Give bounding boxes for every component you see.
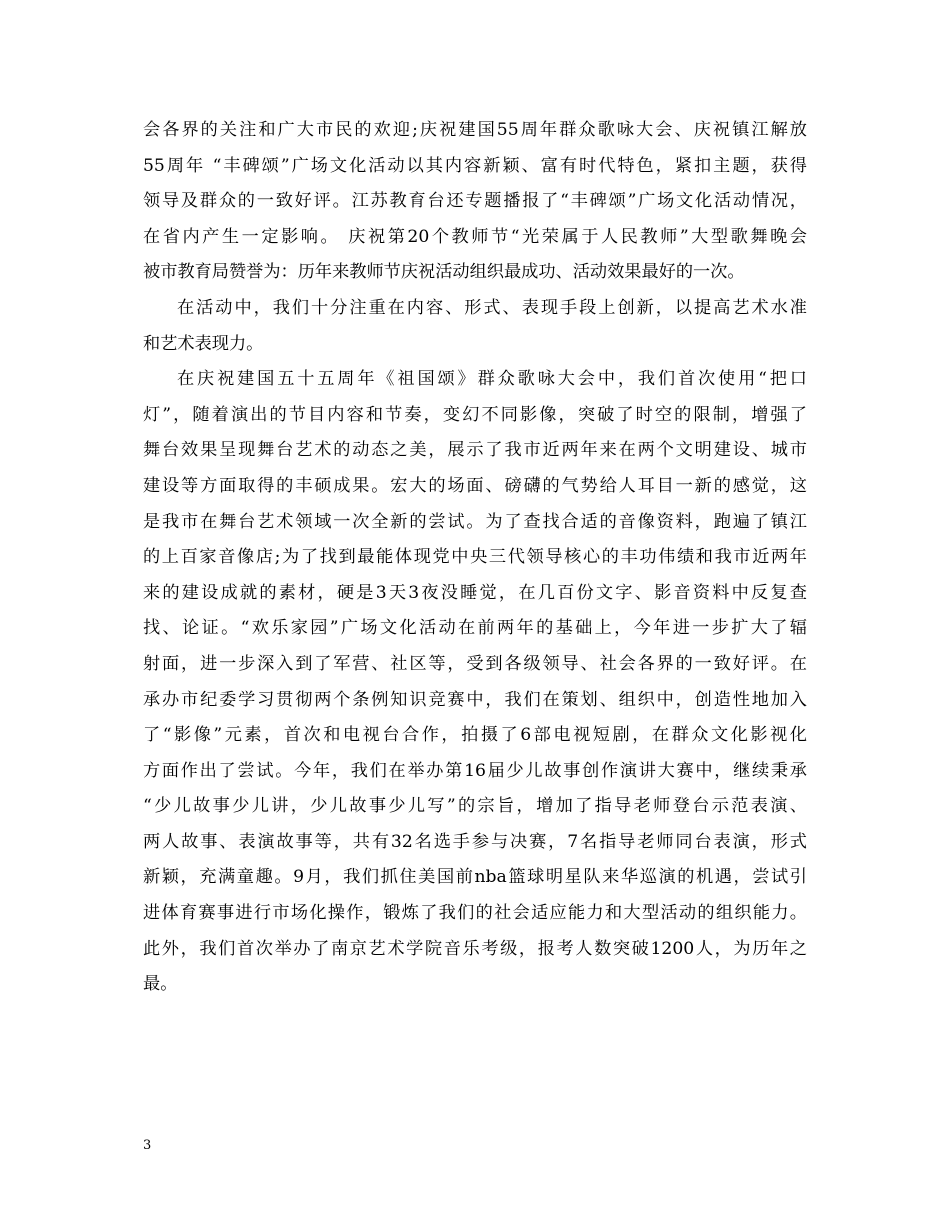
text-line: 55周年 “丰碑颂”广场文化活动以其内容新颖、富有时代特色，紧扣主题，获得 <box>143 155 807 176</box>
text-line: 会各界的关注和广大市民的欢迎;庆祝建国55周年群众歌咏大会、庆祝镇江解放 <box>143 120 807 140</box>
text-line: 射面，进一步深入到了军营、社区等，受到各级领导、社会各界的一致好评。在 <box>143 653 807 674</box>
paragraph <box>143 362 807 1003</box>
text-line: 此外，我们首次举办了南京艺术学院音乐考级，报考人数突破1200人，为历年之 <box>143 938 807 959</box>
text-line: “少儿故事少儿讲，少儿故事少儿写”的宗旨，增加了指导老师登台示范表演、 <box>143 796 807 817</box>
text-line: 是我市在舞台艺术领域一次全新的尝试。为了查找合适的音像资料，跑遍了镇江 <box>143 511 807 532</box>
text-line: 新颖，充满童趣。9月，我们抓住美国前nba篮球明星队来华巡演的机遇，尝试引 <box>143 867 807 888</box>
text-line: 方面作出了尝试。今年，我们在举办第16届少儿故事创作演讲大赛中，继续秉承 <box>143 760 807 781</box>
body-text <box>143 113 807 1003</box>
text-line: 在活动中，我们十分注重在内容、形式、表现手段上创新，以提高艺术水准 <box>177 297 807 318</box>
text-line: 在省内产生一定影响。 庆祝第20个教师节“光荣属于人民教师”大型歌舞晚会 <box>143 226 807 247</box>
text-line: 灯”，随着演出的节目内容和节奏，变幻不同影像，突破了时空的限制，增强了 <box>143 404 807 425</box>
text-line: 最。 <box>143 974 178 995</box>
text-line: 被市教育局赞誉为：历年来教师节庆祝活动组织最成功、活动效果最好的一次。 <box>143 262 745 283</box>
text-line: 的上百家音像店;为了找到最能体现党中央三代领导核心的丰功伟绩和我市近两年 <box>143 547 807 568</box>
text-line: 两人故事、表演故事等，共有32名选手参与决赛，7名指导老师同台表演，形式 <box>143 831 807 852</box>
page-number: 3 <box>143 1138 152 1153</box>
text-line: 建设等方面取得的丰硕成果。宏大的场面、磅礴的气势给人耳目一新的感觉，这 <box>143 475 807 496</box>
text-line: 在庆祝建国五十五周年《祖国颂》群众歌咏大会中，我们首次使用“把口 <box>177 369 807 390</box>
text-line: 承办市纪委学习贯彻两个条例知识竞赛中，我们在策划、组织中，创造性地加入 <box>143 689 807 710</box>
text-line: 和艺术表现力。 <box>143 333 264 354</box>
text-line: 来的建设成就的素材，硬是3天3夜没睡觉，在几百份文字、影音资料中反复查 <box>143 582 807 603</box>
paragraph <box>143 113 807 291</box>
text-line: 领导及群众的一致好评。江苏教育台还专题播报了“丰碑颂”广场文化活动情况， <box>143 191 807 212</box>
paragraph <box>143 291 807 362</box>
text-line: 舞台效果呈现舞台艺术的动态之美，展示了我市近两年来在两个文明建设、城市 <box>143 440 807 461</box>
text-line: 进体育赛事进行市场化操作，锻炼了我们的社会适应能力和大型活动的组织能力。 <box>143 903 807 924</box>
text-line: 找、论证。“欢乐家园”广场文化活动在前两年的基础上，今年进一步扩大了辐 <box>143 618 807 639</box>
text-line: 了“影像”元素，首次和电视台合作，拍摄了6部电视短剧，在群众文化影视化 <box>143 725 807 746</box>
